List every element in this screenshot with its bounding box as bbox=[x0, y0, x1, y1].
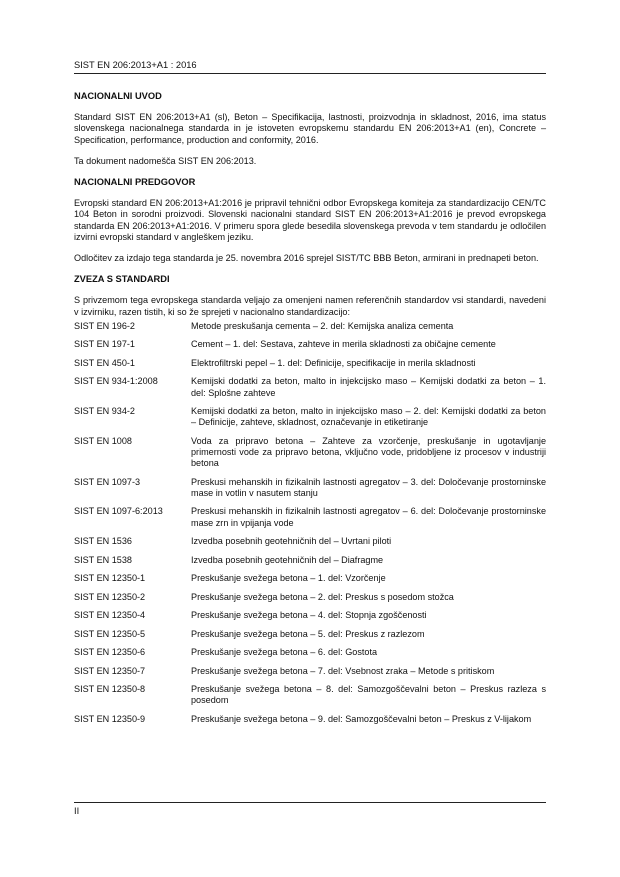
footer-divider bbox=[74, 802, 546, 803]
standard-code: SIST EN 12350-8 bbox=[74, 684, 146, 695]
national-intro-heading: NACIONALNI UVOD bbox=[74, 91, 162, 101]
standard-title: Kemijski dodatki za beton, malto in injekcijsko maso – 2. del: Kemijski dodatki za beton – Definicije, zahteve, skladnost, označevanje in etiketiranje bbox=[191, 406, 546, 428]
standard-row bbox=[74, 358, 546, 369]
standard-row bbox=[74, 436, 546, 470]
standard-title: Elektrofiltrski pepel – 1. del: Definicije, specifikacije in merila skladnosti bbox=[191, 357, 476, 368]
page-number: II bbox=[74, 806, 80, 816]
standard-code: SIST EN 1536 bbox=[74, 536, 132, 547]
standard-title: Izvedba posebnih geotehničnih del – Diafragme bbox=[191, 554, 384, 565]
standard-row bbox=[74, 629, 546, 640]
standard-row bbox=[74, 376, 546, 398]
standard-row bbox=[74, 714, 546, 725]
standard-row bbox=[74, 684, 546, 706]
standard-title: Preskušanje svežega betona – 4. del: Stopnja zgoščenosti bbox=[191, 610, 427, 621]
replaces-note: Ta dokument nadomešča SIST EN 206:2013. bbox=[74, 155, 257, 166]
standard-title: Preskušanje svežega betona – 9. del: Samozgoščevalni beton – Preskus z V-lijakom bbox=[191, 713, 532, 724]
standards-link-heading: ZVEZA S STANDARDI bbox=[74, 274, 170, 285]
standard-code: SIST EN 196-2 bbox=[74, 320, 135, 331]
standard-code: SIST EN 12350-9 bbox=[74, 713, 146, 724]
standards-list bbox=[74, 321, 546, 725]
standard-title: Preskušanje svežega betona – 5. del: Preskus z razlezom bbox=[191, 628, 425, 639]
standard-code: SIST EN 12350-2 bbox=[74, 591, 146, 602]
standard-title: Preskušanje svežega betona – 1. del: Vzorčenje bbox=[191, 573, 386, 584]
standard-row bbox=[74, 506, 546, 528]
standard-row bbox=[74, 339, 546, 350]
standard-title: Preskušanje svežega betona – 8. del: Samozgoščevalni beton – Preskus razleza s posedom bbox=[191, 684, 546, 706]
standard-code: SIST EN 12350-5 bbox=[74, 628, 146, 639]
standard-title: Kemijski dodatki za beton, malto in injekcijsko maso – Kemijski dodatki za beton – 1. del: Splošne zahteve bbox=[191, 376, 546, 398]
standard-title: Preskušanje svežega betona – 2. del: Preskus s posedom stožca bbox=[191, 591, 454, 602]
foreword-paragraph: Evropski standard EN 206:2013+A1:2016 je pripravil tehnični odbor Evropskega komiteja za standardizacijo CEN/TC 104 Beton in sorodni proizvodi. Slovenski nacionalni standard SIST EN 206:2013+A1:2016 je prevod evropskega standarda EN 206:2013+A1:2016. V primeru spora glede besedila slovenskega prevoda v tem standardu je odločilen izvirni evropski standard v angleškem jeziku. bbox=[74, 198, 546, 242]
standard-row bbox=[74, 647, 546, 658]
standard-title: Izvedba posebnih geotehničnih del – Uvrtani piloti bbox=[191, 536, 392, 547]
standard-title: Voda za pripravo betona – Zahteve za vzorčenje, preskušanje in ugotavljanje primernosti vode za pripravo betona, vključno vode, pridobljene iz procesov v industriji betona bbox=[191, 435, 546, 469]
standard-code: SIST EN 12350-7 bbox=[74, 665, 146, 676]
standard-code: SIST EN 12350-4 bbox=[74, 610, 146, 621]
national-foreword-heading: NACIONALNI PREDGOVOR bbox=[74, 177, 196, 188]
standard-title: Metode preskušanja cementa – 2. del: Kemijska analiza cementa bbox=[191, 320, 454, 331]
standard-code: SIST EN 934-1:2008 bbox=[74, 376, 158, 387]
standard-code: SIST EN 1097-6:2013 bbox=[74, 506, 163, 517]
standards-intro-paragraph: S privzemom tega evropskega standarda veljajo za omenjeni namen referenčnih standardov vsi standardi, navedeni v izvirniku, razen tistih, ki so že sprejeti v nacionalno standardizacijo: bbox=[74, 295, 546, 317]
standard-row bbox=[74, 610, 546, 621]
standard-title: Cement – 1. del: Sestava, zahteve in merila skladnosti za običajne cemente bbox=[191, 339, 496, 350]
standard-row bbox=[74, 406, 546, 428]
standard-code: SIST EN 1008 bbox=[74, 435, 132, 446]
standard-code: SIST EN 1538 bbox=[74, 554, 132, 565]
standard-code: SIST EN 12350-6 bbox=[74, 647, 146, 658]
standard-row bbox=[74, 477, 546, 499]
decision-paragraph: Odločitev za izdajo tega standarda je 25. novembra 2016 sprejel SIST/TC BBB Beton, armirani in prednapeti beton. bbox=[74, 253, 539, 264]
standard-row bbox=[74, 321, 546, 332]
standard-row bbox=[74, 573, 546, 584]
running-header: SIST EN 206:2013+A1 : 2016 bbox=[74, 60, 546, 74]
standard-title: Preskusi mehanskih in fizikalnih lastnosti agregatov – 6. del: Določevanje prostorninske mase zrn in vpijanja vode bbox=[191, 506, 546, 528]
standard-title: Preskušanje svežega betona – 7. del: Vsebnost zraka – Metode s pritiskom bbox=[191, 665, 495, 676]
standard-code: SIST EN 450-1 bbox=[74, 357, 135, 368]
standard-code: SIST EN 197-1 bbox=[74, 339, 135, 350]
standard-code: SIST EN 934-2 bbox=[74, 406, 135, 417]
standard-title: Preskušanje svežega betona – 6. del: Gostota bbox=[191, 647, 378, 658]
national-intro-paragraph: Standard SIST EN 206:2013+A1 (sl), Beton – Specifikacija, lastnosti, proizvodnja in skladnost, 2016, ima status slovenskega nacionalnega standarda in je istoveten evropskemu standardu EN 206:2013+A1 (en), Concrete – Specification, performance, production and conformity, 2016. bbox=[74, 112, 546, 145]
standard-title: Preskusi mehanskih in fizikalnih lastnosti agregatov – 3. del: Določevanje prostorninske mase in votlin v nasutem stanju bbox=[191, 476, 546, 498]
page-content bbox=[74, 91, 546, 732]
standard-code: SIST EN 12350-1 bbox=[74, 573, 146, 584]
standard-row bbox=[74, 536, 546, 547]
standard-row bbox=[74, 666, 546, 677]
standard-row bbox=[74, 555, 546, 566]
standard-code: SIST EN 1097-3 bbox=[74, 476, 141, 487]
standard-row bbox=[74, 592, 546, 603]
